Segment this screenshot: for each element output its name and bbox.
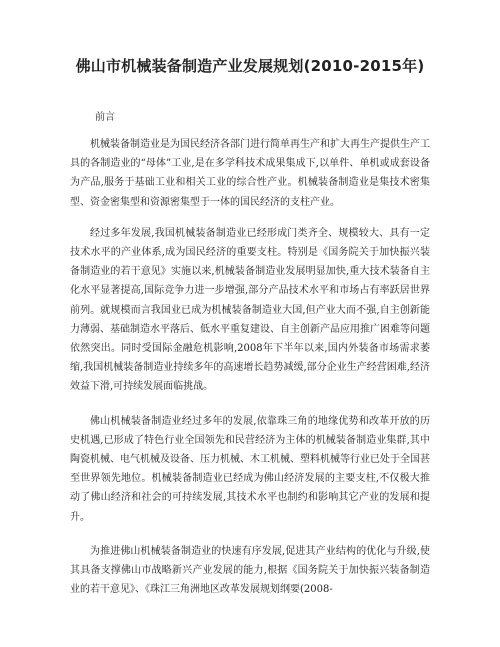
paragraph-4: 为推进佛山机械装备制造业的快速有序发展,促进其产业结构的优化与升级,使其具备支撑佛山市战略新兴产业发展的能力,根据《国务院关于加快振兴装备制造业的若干意见》、《珠江三角洲地区改革发展规划纲要(2008- [70, 545, 430, 596]
paragraph-2: 经过多年发展,我国机械装备制造业已经形成门类齐全、规模较大、具有一定技术水平的产业体系,成为国民经济的重要支柱。特别是《国务院关于加快振兴装备制造业的若干意见》实施以来,机械装备制造业发展明显加快,重大技术装备自主化水平显著提高,国际竞争力进一步增强,部分产品技术水平和市场占有率跃居世界前列。就规模而言我国业已成为机械装备制造业大国,但产业大而不强,自主创新能力薄弱、基础制造水平落后、低水平重复建设、自主创新产品应用推广困难等问题依然突出。同时受国际金融危机影响,2008年下半年以来,国内外装备市场需求萎缩,我国机械装备制造业持续多年的高速增长趋势减缓,部分企业生产经营困难,经济效益下滑,可持续发展面临挑战。 [70, 227, 430, 393]
preface-heading: 前言 [95, 112, 115, 123]
paragraph-1: 机械装备制造业是为国民经济各部门进行简单再生产和扩大再生产提供生产工具的各制造业的“母体”工业,是在多学科技术成果集成下,以单件、单机或成套设备为产品,服务于基础工业和相关工业的综合性产业。机械装备制造业是集技术密集型、资金密集型和资源密集型于一体的国民经济的支柱产业。 [70, 139, 430, 208]
paragraph-3: 佛山机械装备制造业经过多年的发展,依靠珠三角的地缘优势和改革开放的历史机遇,已形成了特色行业全国领先和民营经济为主体的机械装备制造业集群,其中陶瓷机械、电气机械及设备、压力机械、木工机械、塑料机械等行业已处于全国甚至世界领先地位。机械装备制造业已经成为佛山经济发展的主要支柱,不仅极大推动了佛山经济和社会的可持续发展,其技术水平也制约和影响其它产业的发展和提升。 [70, 415, 430, 523]
document-title: 佛山市机械装备制造产业发展规划(2010-2015年) [75, 57, 425, 75]
